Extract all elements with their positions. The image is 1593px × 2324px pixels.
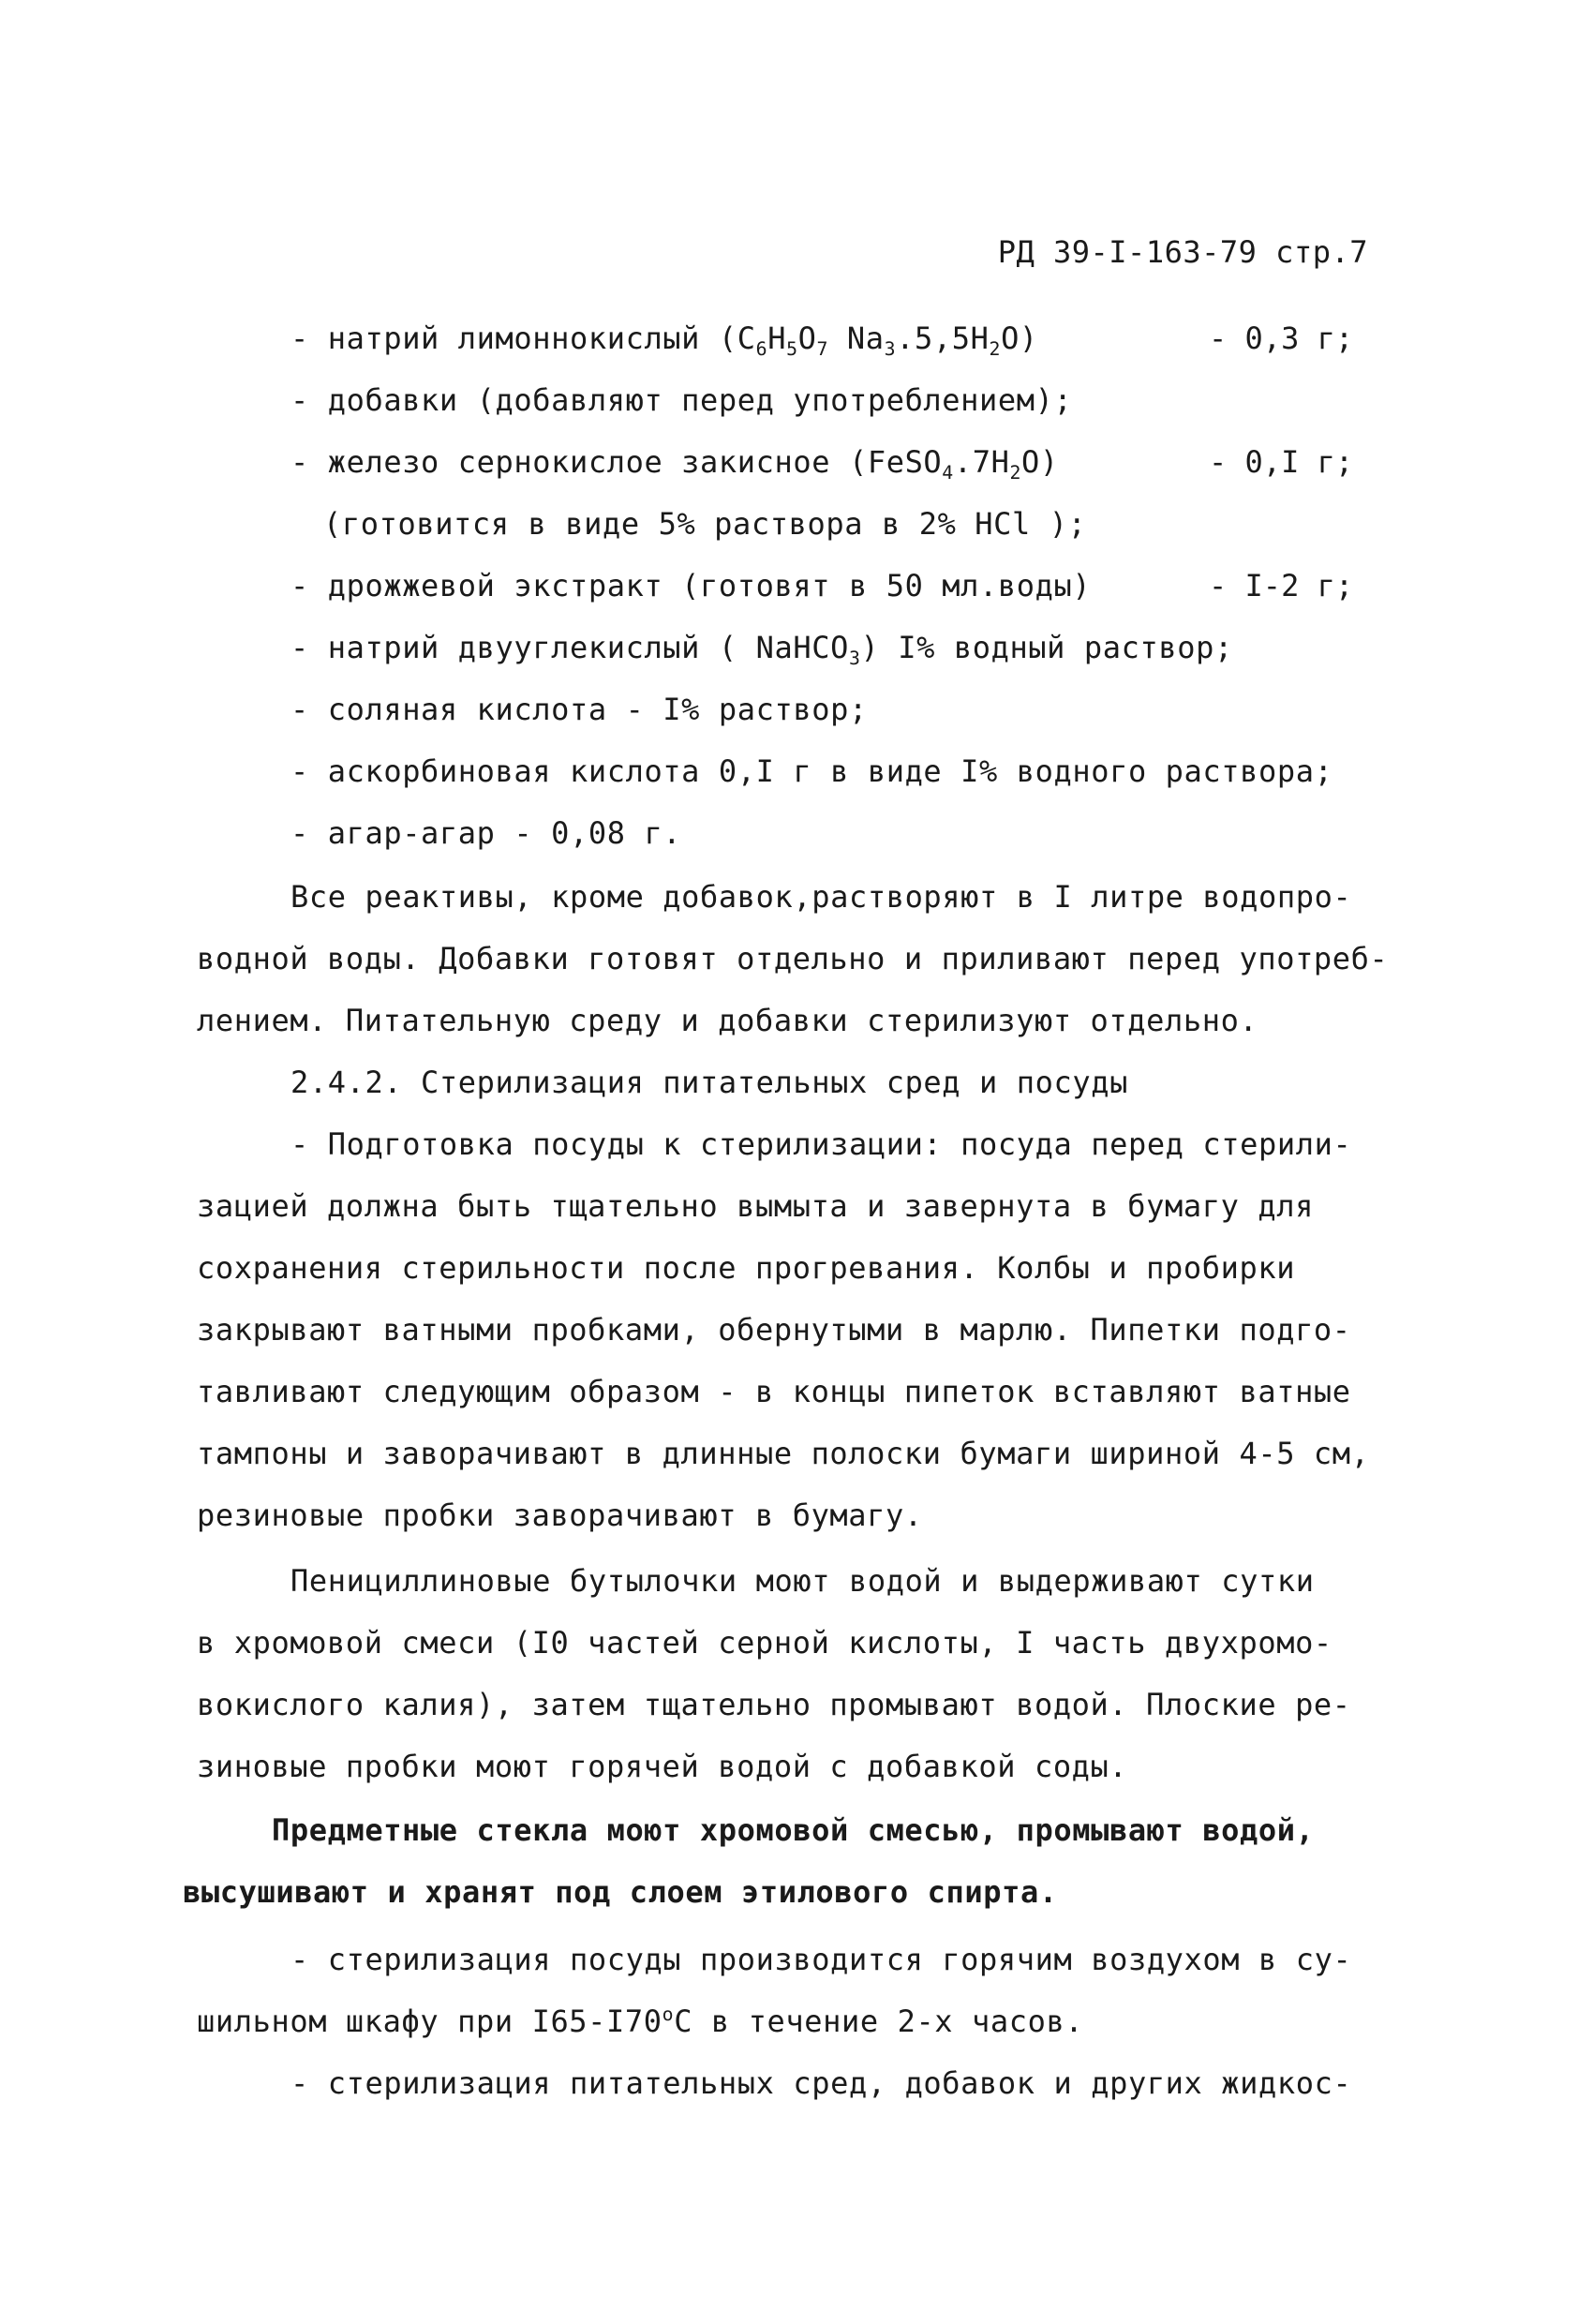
section-heading: 2.4.2. Стерилизация питательных сред и посуды — [290, 1065, 1128, 1100]
list-item: - натрий двууглекислый ( NaHCO$_3$) I% водный раствор; — [290, 630, 1233, 669]
paragraph-line: в хромовой смеси (I0 частей серной кислоты, I часть двухромо- — [197, 1625, 1332, 1661]
paragraph-line: вокислого калия), затем тщательно промывают водой. Плоские ре- — [197, 1687, 1351, 1722]
paragraph-line: - Подготовка посуды к стерилизации: посуда перед стерили- — [290, 1126, 1352, 1162]
paragraph-line: закрывают ватными пробками, обернутыми в марлю. Пипетки подго- — [197, 1312, 1351, 1348]
paragraph-line: Пенициллиновые бутылочки моют водой и выдерживают сутки — [290, 1563, 1315, 1599]
list-item: - натрий лимоннокислый ($C_6H_5O_7$ $Na_3.5,5H_2O$) — [290, 320, 1038, 360]
list-item: (готовится в виде 5% раствора в 2% HCl ); — [323, 506, 1087, 542]
list-item: - дрожжевой экстракт (готовят в 50 мл.воды) — [290, 568, 1092, 603]
paragraph-line: резиновые пробки заворачивают в бумагу. — [197, 1497, 923, 1533]
paragraph-line: лением. Питательную среду и добавки стерилизуют отдельно. — [197, 1003, 1258, 1038]
paragraph-line: зацией должна быть тщательно вымыта и завернута в бумагу для — [197, 1188, 1314, 1224]
paragraph-line: тавливают следующим образом - в концы пипеток вставляют ватные — [197, 1374, 1351, 1409]
paragraph-line: шильном шкафу при I65-I70$^o$C в течение 2-х часов. — [197, 2004, 1084, 2039]
page-header: РД 39-I-163-79 стр.7 — [997, 234, 1368, 270]
paragraph-line: водной воды. Добавки готовят отдельно и приливают перед употреб- — [197, 941, 1389, 976]
list-item: - аскорбиновая кислота 0,I г в виде I% водного раствора; — [290, 753, 1333, 789]
paragraph-line: - стерилизация посуды производится горячим воздухом в су- — [290, 1942, 1352, 1977]
paragraph-line: Все реактивы, кроме добавок,растворяют в I литре водопро- — [290, 879, 1352, 915]
paragraph-line: Предметные стекла моют хромовой смесью, промывают водой, — [272, 1812, 1315, 1848]
paragraph-line: - стерилизация питательных сред, добавок и других жидкос- — [290, 2065, 1352, 2101]
list-item-amount: - 0,3 г; — [1209, 320, 1354, 356]
list-item-amount: - 0,I г; — [1209, 444, 1354, 480]
list-item: - агар-агар - 0,08 г. — [290, 815, 682, 851]
list-item-amount: - I-2 г; — [1209, 568, 1354, 603]
paragraph-line: тампоны и заворачивают в длинные полоски бумаги шириной 4-5 см, — [197, 1436, 1370, 1471]
list-item: - добавки (добавляют перед употреблением); — [290, 382, 1073, 418]
paragraph-line: зиновые пробки моют горячей водой с добавкой соды. — [197, 1749, 1128, 1784]
list-item: - соляная кислота - I% раствор; — [290, 692, 868, 727]
paragraph-line: высушивают и хранят под слоем этилового спирта. — [183, 1874, 1058, 1910]
list-item: - железо сернокислое закисное $(FeSO_4.7H_2O)$ — [290, 444, 1059, 484]
paragraph-line: сохранения стерильности после прогревания. Колбы и пробирки — [197, 1250, 1296, 1286]
